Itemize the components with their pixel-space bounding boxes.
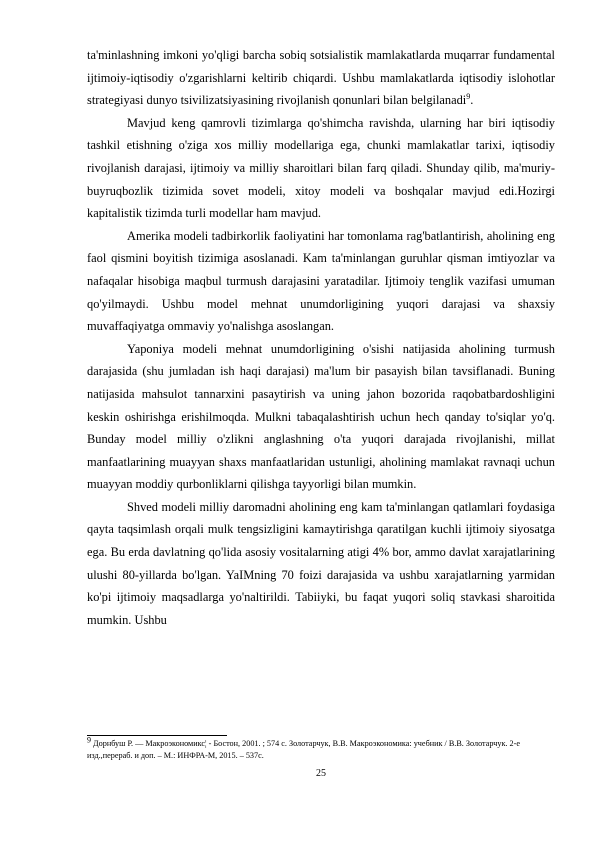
paragraph-1-end: .	[470, 93, 474, 108]
footnote-number: 9	[87, 735, 91, 745]
page-number: 25	[316, 768, 326, 779]
footnote-text: Дорнбуш Р. — Макроэкономикс¦ - Бостон, 2001. ; 574 с. Золотарчук, В.В. Макроэкономика: учебник / В.В. Золотарчук. 2-е изд.,перераб. и доп. – М.: ИНФРА-М, 2015. – 537с.	[87, 739, 520, 760]
footnote-reference[interactable]: 9	[466, 92, 471, 102]
paragraph-4: Yaponiya modeli mehnat unumdorligining o'sishi natijasida aholining turmush darajasida (shu jumladan ish haqi darajasi) ma'lum bir pasayish bilan tavsiflanadi. Buning natijasida mahsulot tannarxini pasaytirish va uning jahon bozorida raqobatbardoshligini keskin oshirishga erishilmoqda. Mulkni tabaqalashtirish uchun hech qanday to'siqlar yo'q. Bunday model milliy o'zlikni anglashning o'ta yuqori darajada rivojlanishi, millat manfaatlarining muayyan shaxs manfaatlaridan ustunligi, aholining mamlakat ravnaqi uchun muayyan moddiy qurbonliklarni qilishga tayyorligi bilan mumkin.	[87, 341, 555, 492]
footnote-entry	[87, 735, 557, 762]
paragraph-2: Mavjud keng qamrovli tizimlarga qo'shimcha ravishda, ularning har biri iqtisodiy tashkil etishning o'ziga xos milliy modellariga ega, chunki mamlakatlar tarixi, iqtisodiy rivojlanish darajasi, ijtimoiy va milliy sharoitlari bilan farq qiladi. Shunday qilib, ma'muriy-buyruqbozlik tizimida sovet modeli, xitoy modeli va boshqalar mavjud edi.Hozirgi kapitalistik tizimda turli modellar ham mavjud.	[87, 115, 555, 221]
footnote	[87, 735, 557, 762]
paragraph-1	[87, 44, 555, 112]
footnote-separator	[87, 735, 227, 736]
body-text	[87, 44, 555, 631]
paragraph-5: Shved modeli milliy daromadni aholining eng kam ta'minlangan qatlamlari foydasiga qayta taqsimlash orqali mulk tengsizligini kamaytirishga qaratilgan kuchli ijtimoiy siyosatga ega. Bu erda davlatning qo'lida asosiy vositalarning atigi 4% bor, ammo davlat xarajatlarining ulushi 80-yillarda bo'lgan. YaIMning 70 foizi darajasida va ushbu xarajatlarning yarmidan ko'pi ijtimoiy maqsadlarga yo'naltirildi. Tabiiyki, bu faqat yuqori soliq stavkasi sharoitida mumkin. Ushbu	[87, 499, 555, 627]
paragraph-1-text: ta'minlashning imkoni yo'qligi barcha sobiq sotsialistik mamlakatlarda muqarrar fundamental ijtimoiy-iqtisodiy o'zgarishlarni keltirib chiqardi. Ushbu mamlakatlarda iqtisodiy islohotlar strategiyasi dunyo tsivilizatsiyasining rivojlanish qonunlari bilan belgilanadi	[87, 48, 555, 108]
paragraph-3: Amerika modeli tadbirkorlik faoliyatini har tomonlama rag'batlantirish, aholining eng faol qismini boyitish tizimiga asoslanadi. Kam ta'minlangan guruhlar qisman imtiyozlar va nafaqalar hisobiga maqbul turmush darajasini yaratadilar. Ijtimoiy tenglik vazifasi umuman qo'yilmaydi. Ushbu model mehnat unumdorligining yuqori darajasi va shaxsiy muvaffaqiyatga ommaviy yo'nalishga asoslangan.	[87, 228, 555, 334]
